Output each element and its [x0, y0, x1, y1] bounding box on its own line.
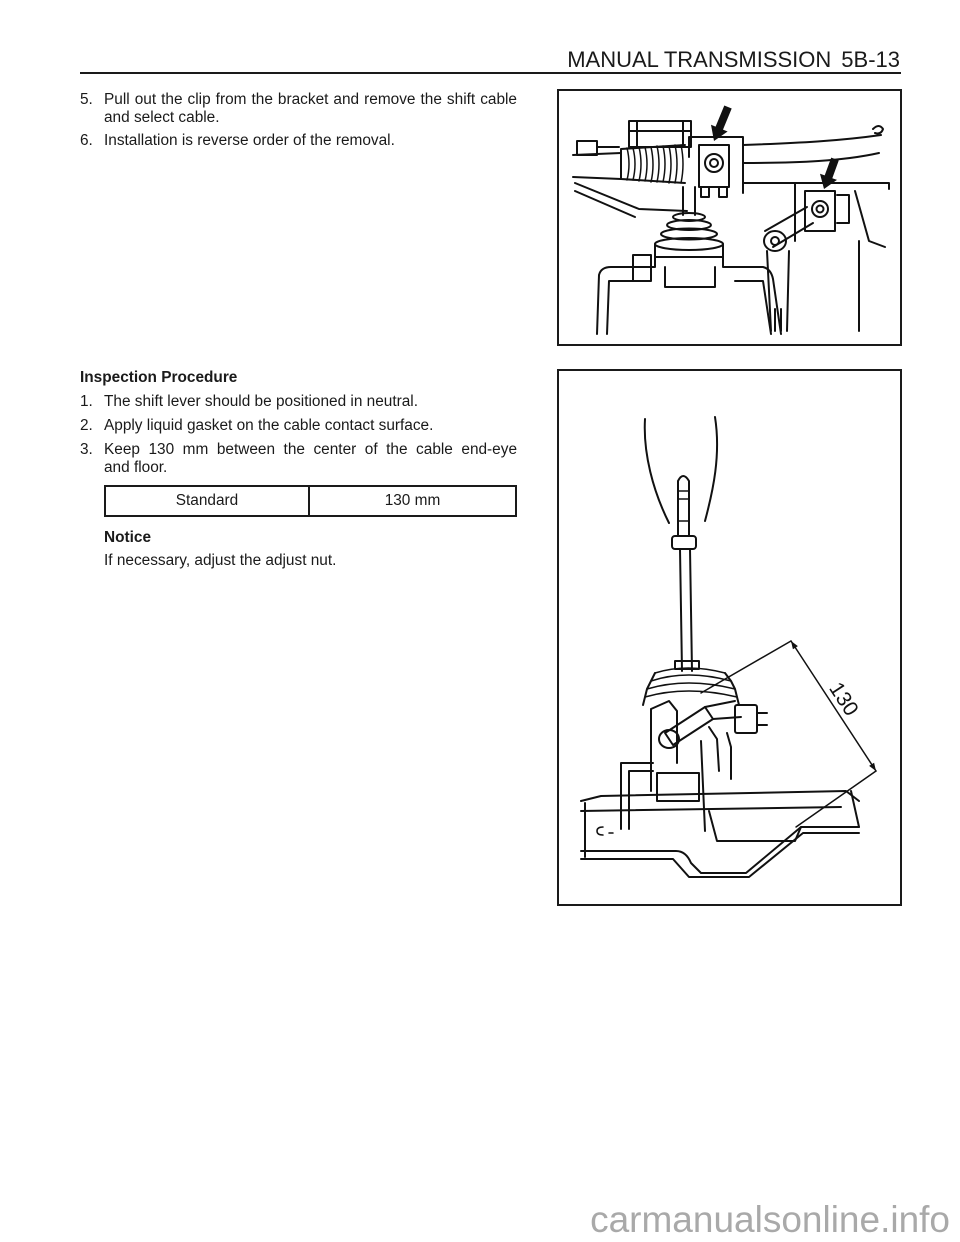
step-text-line: and select cable.	[104, 109, 220, 126]
clip-leg	[701, 187, 709, 197]
lever-lower-rod	[680, 549, 692, 671]
page-header	[567, 47, 900, 73]
step-text-line: Apply liquid gasket on the cable contact surface.	[104, 417, 434, 434]
shift-lever-drawing	[559, 371, 900, 904]
step-number: 5.	[80, 91, 93, 108]
cable-thread	[757, 713, 767, 725]
lever-base-cylinder	[657, 773, 699, 801]
step-text	[104, 417, 517, 435]
figure-cable-removal	[557, 89, 902, 346]
step-text-line: and floor.	[104, 459, 168, 476]
header-rule	[80, 72, 901, 74]
step-text	[104, 91, 517, 127]
spec-label-cell: Standard	[106, 487, 310, 515]
lever-linkage	[575, 183, 687, 217]
mount-block	[629, 121, 691, 147]
select-cable-eye-hole	[771, 237, 779, 245]
drawing-lines	[573, 121, 889, 334]
step-text-line: Installation is reverse order of the removal.	[104, 132, 395, 149]
spec-value-cell: 130 mm	[384, 492, 441, 509]
dimension-arrow-icon	[869, 763, 876, 771]
inspection-step-2	[80, 417, 517, 435]
step-text	[104, 393, 517, 411]
select-cable-bracket	[837, 195, 849, 223]
step-text-line: Pull out the clip from the bracket and remove the shift cable	[104, 91, 517, 108]
dimension-arrow-icon	[791, 641, 798, 649]
inspection-step-3	[80, 441, 517, 477]
housing-collar	[665, 267, 715, 287]
right-frame	[855, 191, 885, 331]
tunnel-inner-line	[709, 811, 801, 841]
shift-cable-end-eye	[705, 154, 723, 172]
section-title: MANUAL TRANSMISSION	[567, 47, 832, 72]
step-number: 6.	[80, 132, 93, 149]
cable-end-rod	[665, 707, 713, 745]
step-number: 2.	[80, 417, 93, 434]
inspection-step-1	[80, 393, 517, 411]
page-number: 5B-13	[841, 47, 900, 72]
knob-left-outline	[645, 419, 669, 523]
watermark: carmanualsonline.info	[590, 1199, 950, 1240]
notice-text: If necessary, adjust the adjust nut.	[104, 552, 337, 569]
dimension-line	[791, 641, 876, 771]
mount-block-detail	[629, 121, 691, 147]
step-text-line: The shift lever should be positioned in neutral.	[104, 393, 418, 410]
dimension-label: 130	[824, 678, 863, 721]
lever-upper-rod	[678, 476, 689, 536]
shift-cable-end-eye-hole	[710, 159, 718, 167]
step-text	[104, 441, 517, 477]
adjust-nut	[735, 705, 757, 733]
cable-bellows-ridges	[627, 145, 683, 183]
shift-cable-right	[743, 135, 881, 163]
removal-step-6	[80, 132, 517, 150]
knob-right-outline	[705, 417, 717, 521]
dimension-extension-lower	[796, 771, 876, 827]
lever-rod-grooves	[678, 491, 689, 521]
left-cable-clip	[577, 141, 597, 155]
notice-heading: Notice	[104, 529, 152, 546]
spec-table	[104, 485, 517, 517]
select-cable-end-eye-hole	[817, 206, 824, 213]
drawing-lines	[581, 417, 876, 877]
pointer-arrow-icon	[711, 106, 732, 142]
select-cable-end-eye	[812, 201, 828, 217]
bracket-leg	[701, 741, 705, 831]
cable-removal-drawing	[559, 91, 900, 344]
dimension-extension-upper	[701, 641, 791, 693]
floor-mark	[597, 827, 613, 835]
pointer-arrow-icon	[820, 158, 839, 189]
boot-sides	[643, 673, 739, 705]
cable-hook	[873, 126, 883, 134]
housing-inner-lines	[607, 281, 771, 334]
floor-upper-edge	[581, 791, 859, 801]
inspection-heading: Inspection Procedure	[80, 369, 238, 386]
figure-shift-lever-height	[557, 369, 902, 906]
floor-right-edge	[851, 791, 859, 827]
step-text-line: Keep 130 mm between the center of the cable end-eye	[104, 441, 517, 458]
step-number: 1.	[80, 393, 93, 410]
cable-clip	[709, 727, 731, 779]
transmission-housing	[597, 257, 781, 334]
step-text	[104, 132, 517, 150]
lever-flange	[672, 536, 696, 549]
boot-ridges	[645, 668, 737, 697]
removal-step-5	[80, 91, 517, 127]
step-number: 3.	[80, 441, 93, 458]
floor-contour-lower	[581, 833, 859, 877]
clip-leg	[719, 187, 727, 197]
